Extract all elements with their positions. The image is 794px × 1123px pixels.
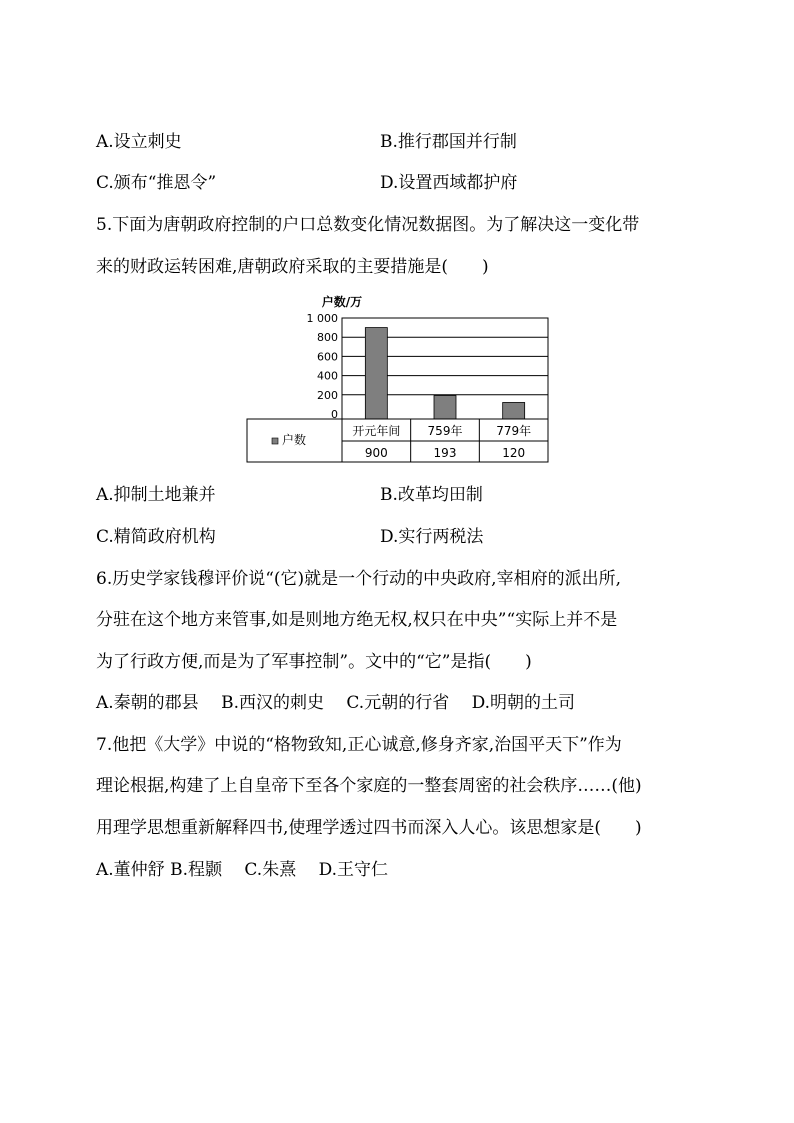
y-axis-title: 户数/万 — [321, 295, 363, 309]
q7-options: A.董仲舒 B.程颢 C.朱熹 D.王守仁 — [96, 860, 389, 880]
legend-series-name: 户数 — [282, 433, 307, 447]
q5-option-a: A.抑制土地兼并 — [96, 485, 216, 505]
category-label: 开元年间 — [352, 424, 401, 438]
q6-stem-line-2: 分驻在这个地方来管事,如是则地方绝无权,权只在中央”“实际上并不是 — [96, 610, 618, 630]
household-bar-chart — [246, 292, 552, 464]
legend-swatch — [272, 438, 278, 444]
category-label: 759年 — [427, 424, 463, 438]
y-tick-label: 800 — [317, 331, 338, 345]
q6-options: A.秦朝的郡县 B.西汉的刺史 C.元朝的行省 D.明朝的土司 — [96, 693, 576, 713]
bar-2 — [503, 402, 525, 419]
y-tick-label: 1 000 — [306, 312, 338, 325]
q6-stem-line-1: 6.历史学家钱穆评价说“(它)就是一个行动的中央政府,宰相府的派出所, — [96, 569, 621, 589]
q5-stem-line-1: 5.下面为唐朝政府控制的户口总数变化情况数据图。为了解决这一变化带 — [96, 215, 640, 235]
y-tick-label: 200 — [317, 388, 338, 402]
q5-option-c: C.精简政府机构 — [96, 527, 216, 547]
category-label: 779年 — [496, 424, 532, 438]
value-label: 193 — [433, 446, 457, 460]
q5-option-d: D.实行两税法 — [380, 527, 484, 547]
data-table — [247, 419, 548, 462]
q5-stem-line-2: 来的财政运转困难,唐朝政府采取的主要措施是( ) — [96, 257, 489, 277]
y-tick-label: 600 — [317, 350, 338, 364]
q4-option-d: D.设置西域都护府 — [380, 173, 518, 193]
q7-stem-line-1: 7.他把《大学》中说的“格物致知,正心诚意,修身齐家,治国平天下”作为 — [96, 735, 622, 755]
q4-option-c: C.颁布“推恩令” — [96, 173, 217, 193]
value-label: 120 — [502, 446, 526, 460]
y-tick-labels — [307, 312, 339, 421]
value-label: 900 — [364, 446, 388, 460]
q7-stem-line-2: 理论根据,构建了上自皇帝下至各个家庭的一整套周密的社会秩序……(他) — [96, 776, 642, 796]
q4-option-a: A.设立刺史 — [96, 132, 182, 152]
y-tick-label: 0 — [331, 408, 338, 421]
y-tick-label: 400 — [317, 369, 338, 383]
q7-stem-line-3: 用理学思想重新解释四书,使理学透过四书而深入人心。该思想家是( ) — [96, 818, 642, 838]
bar-0 — [365, 328, 387, 419]
bars — [365, 328, 524, 419]
q6-stem-line-3: 为了行政方便,而是为了军事控制”。文中的“它”是指( ) — [96, 652, 532, 672]
q5-option-b: B.改革均田制 — [380, 485, 483, 505]
bar-1 — [434, 395, 456, 419]
q4-option-b: B.推行郡国并行制 — [380, 132, 517, 152]
